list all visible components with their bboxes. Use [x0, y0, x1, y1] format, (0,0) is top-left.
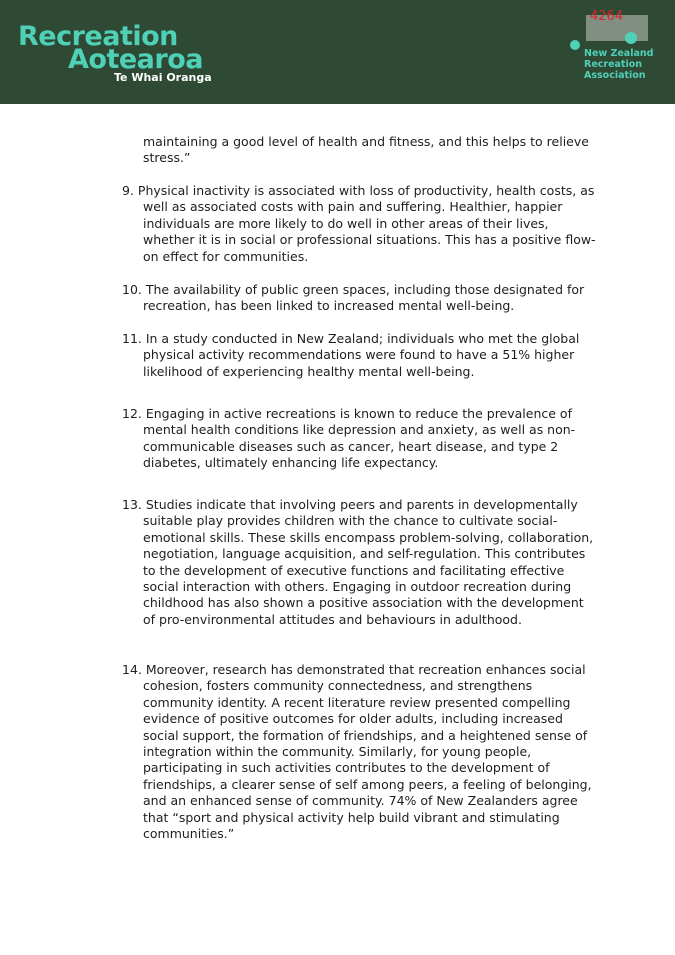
text-line: 9. Physical inactivity is associated with loss of productivity, health costs, as — [122, 183, 595, 198]
text-line: community identity. A recent literature review presented compelling — [143, 694, 571, 710]
nzra-line-1: New Zealand — [584, 48, 654, 59]
continuation-paragraph — [122, 134, 594, 167]
text-line: 11. In a study conducted in New Zealand; individuals who met the global — [122, 331, 580, 346]
nzra-logo-text — [584, 48, 653, 81]
text-line: that “sport and physical activity help build vibrant and stimulating — [143, 809, 560, 825]
text-line: communities.” — [143, 826, 235, 842]
text-line: whether it is in social or professional situations. This has a positive flow- — [143, 232, 596, 248]
list-item-12 — [122, 406, 594, 472]
text-line: suitable play provides children with the chance to cultivate social- — [143, 513, 558, 529]
text-line: emotional skills. These skills encompass problem-solving, collaboration, — [143, 529, 594, 545]
text-line: integration within the community. Similarly, for young people, — [143, 744, 532, 760]
text-line: maintaining a good level of health and fitness, and this helps to relieve — [143, 134, 589, 149]
logo-line-1: Recreation — [18, 21, 178, 52]
text-line: of pro-environmental attitudes and behaviours in adulthood. — [143, 611, 522, 627]
text-line: diabetes, ultimately enhancing life expectancy. — [143, 455, 439, 471]
page-header — [0, 0, 675, 104]
logo-line-2: Aotearoa — [68, 44, 203, 75]
text-line: social support, the formation of friendships, and a heightened sense of — [143, 727, 588, 743]
text-line: negotiation, language acquisition, and self-regulation. This contributes — [143, 546, 586, 562]
text-line: participating in such activities contributes to the development of — [143, 760, 550, 776]
list-item-10 — [122, 282, 594, 315]
text-line: on effect for communities. — [143, 248, 309, 264]
logo-dot-small-icon — [570, 40, 580, 50]
text-line: communicable diseases such as cancer, heart disease, and type 2 — [143, 438, 559, 454]
page-number: 4264 — [590, 9, 624, 24]
text-line: social interaction with others. Engaging in outdoor recreation during — [143, 579, 572, 595]
text-line: mental health conditions like depression and anxiety, as well as non- — [143, 422, 576, 438]
text-line: physical activity recommendations were found to have a 51% higher — [143, 347, 575, 363]
list-item-9 — [122, 183, 594, 265]
logo-dot-icon — [625, 32, 637, 44]
nzra-logo — [568, 12, 668, 92]
nzra-line-2: Recreation — [584, 59, 643, 70]
text-line: to the development of executive functions and facilitating effective — [143, 562, 565, 578]
text-line: and an enhanced sense of community. 74% of New Zealanders agree — [143, 793, 578, 809]
text-line: 13. Studies indicate that involving peers and parents in developmentally — [122, 497, 578, 512]
logo-tagline: Te Whai Oranga — [114, 71, 212, 84]
text-line: individuals are more likely to do well in other areas of their lives, — [143, 215, 549, 231]
text-line: friendships, a clearer sense of self among peers, a feeling of belonging, — [143, 776, 592, 792]
text-line: likelihood of experiencing healthy mental well-being. — [143, 363, 475, 379]
list-item-11 — [122, 331, 594, 380]
recreation-aotearoa-logo — [18, 20, 218, 90]
list-item-13 — [122, 497, 594, 628]
text-line: recreation, has been linked to increased mental well-being. — [143, 298, 515, 314]
text-line: cohesion, fosters community connectedness, and strengthens — [143, 678, 533, 694]
text-line: well as associated costs with pain and suffering. Healthier, happier — [143, 199, 563, 215]
text-line: childhood has also shown a positive association with the development — [143, 595, 584, 611]
text-line: 12. Engaging in active recreations is known to reduce the prevalence of — [122, 406, 572, 421]
text-line: stress.” — [143, 150, 191, 166]
text-line: 14. Moreover, research has demonstrated that recreation enhances social — [122, 662, 586, 677]
text-line: evidence of positive outcomes for older adults, including increased — [143, 711, 563, 727]
text-line: 10. The availability of public green spaces, including those designated for — [122, 282, 585, 297]
nzra-line-3: Association — [584, 70, 646, 81]
list-item-14 — [122, 662, 594, 842]
